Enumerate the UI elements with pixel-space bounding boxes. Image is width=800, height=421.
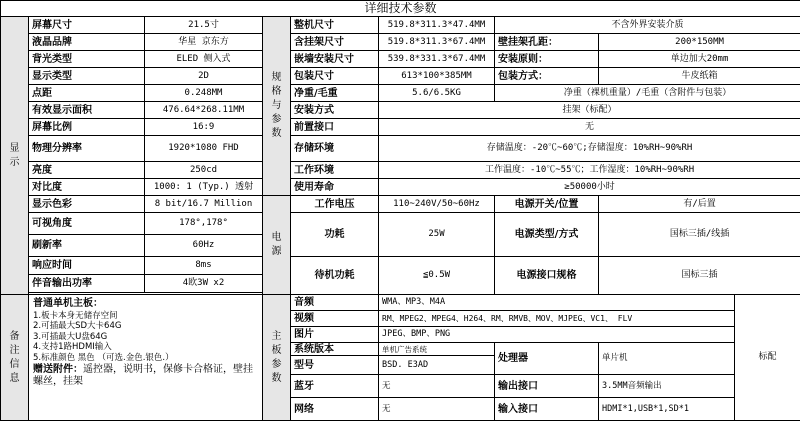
spec-value: 519.8*311.3*47.4MM	[379, 17, 495, 34]
board-in: HDMI*1,USB*1,SD*1	[599, 398, 735, 421]
display-label: 对比度	[29, 179, 145, 196]
spec-label: 净重/毛重	[291, 85, 379, 102]
power-voltage-label: 工作电压	[291, 196, 379, 213]
display-value: 8ms	[145, 257, 263, 275]
spec-value: 5.6/6.5KG	[379, 85, 495, 102]
power-standby: ≦0.5W	[379, 257, 495, 295]
display-value: 476.64*268.11MM	[145, 102, 263, 119]
power-port: 国标三插	[599, 257, 800, 295]
table-title: 详细技术参数	[1, 1, 800, 17]
board-bt-label: 蓝牙	[291, 375, 379, 398]
spec-label: 包装尺寸	[291, 68, 379, 85]
board-audio-label: 音频	[291, 295, 379, 311]
display-label: 显示类型	[29, 68, 145, 85]
section-specs: 规格与参数	[263, 17, 291, 196]
board-video-label: 视频	[291, 311, 379, 327]
board-out: 3.5MM音频输出	[599, 375, 735, 398]
spec-value: 存储温度：-20℃~60℃;存储湿度：10%RH~90%RH	[379, 136, 800, 162]
spec-value: 200*150MM	[599, 34, 800, 51]
section-board: 主板参数	[263, 295, 291, 421]
board-net: 无	[379, 398, 495, 421]
display-value: 21.5寸	[145, 17, 263, 34]
display-value: 1000: 1 (Typ.) 透射	[145, 179, 263, 196]
spec-note: 净重（裸机重量）/毛重（含附件与包装）	[495, 85, 800, 102]
display-label: 亮度	[29, 162, 145, 179]
section-notes: 备注信息	[1, 295, 29, 421]
spec-value: 613*100*385MM	[379, 68, 495, 85]
board-image: JPEG、BMP、PNG	[379, 327, 735, 343]
spec-value: 539.8*331.3*67.4MM	[379, 51, 495, 68]
gift-label: 赠送附件：	[33, 364, 83, 375]
display-value: 1920*1080 FHD	[145, 136, 263, 162]
notes-line: 4.支持1路HDMI输入	[33, 342, 258, 353]
spec-value: 无	[379, 119, 800, 136]
display-value: 8 bit/16.7 Million	[145, 196, 263, 213]
display-label: 可视角度	[29, 213, 145, 235]
power-type: 国标三插/线插	[599, 213, 800, 257]
board-cpu-label: 处理器	[495, 343, 599, 375]
display-label: 有效显示面积	[29, 102, 145, 119]
display-value: 16:9	[145, 119, 263, 136]
spec-label: 壁挂架孔距：	[495, 34, 599, 51]
display-label: 响应时间	[29, 257, 145, 275]
board-system: 单机广告系统	[379, 343, 495, 356]
board-out-label: 输出接口	[495, 375, 599, 398]
notes-heading: 普通单机主板：	[33, 299, 258, 310]
notes-line: 5.标准颜色 黑色 （可选.金色.银色.）	[33, 353, 258, 364]
display-label: 点距	[29, 85, 145, 102]
board-cpu: 单片机	[599, 343, 735, 375]
display-value: 4欧3W x2	[145, 275, 263, 293]
display-label: 刷新率	[29, 235, 145, 257]
power-consumption-label: 功耗	[291, 213, 379, 257]
display-value: ELED 侧入式	[145, 51, 263, 68]
spec-label: 前置接口	[291, 119, 379, 136]
spec-label: 使用寿命	[291, 179, 379, 196]
spec-label: 安装方式	[291, 102, 379, 119]
board-model-label: 型号	[291, 356, 379, 375]
power-standby-label: 待机功耗	[291, 257, 379, 295]
board-video: RM、MPEG2、MPEG4、H264、RM、RMVB、MOV、MJPEG、VC1、 FLV	[379, 311, 735, 327]
power-voltage: 110~240V/50~60Hz	[379, 196, 495, 213]
gift-text: 遥控器，说明书，保修卡合格证，壁挂螺丝，挂架	[33, 364, 253, 387]
display-label: 显示色彩	[29, 196, 145, 213]
board-net-label: 网络	[291, 398, 379, 421]
spec-label: 安装原则：	[495, 51, 599, 68]
board-side-note: 标配	[735, 295, 800, 421]
display-label: 物理分辨率	[29, 136, 145, 162]
notes-line: 3.可插最大U盘64G	[33, 332, 258, 343]
section-power: 电源	[263, 196, 291, 295]
spec-label: 嵌墙安装尺寸	[291, 51, 379, 68]
spec-value: 工作温度：-10℃~55℃；工作湿度：10%RH~90%RH	[379, 162, 800, 179]
spec-value: 单边加大20mm	[599, 51, 800, 68]
board-in-label: 输入接口	[495, 398, 599, 421]
spec-value: 519.8*311.3*67.4MM	[379, 34, 495, 51]
display-value: 178°,178°	[145, 213, 263, 235]
display-label: 屏幕尺寸	[29, 17, 145, 34]
display-value: 250cd	[145, 162, 263, 179]
notes-line: 1.板卡本身无储存空间	[33, 311, 258, 322]
display-label: 伴音输出功率	[29, 275, 145, 293]
board-audio: WMA、MP3、M4A	[379, 295, 735, 311]
spec-value: 挂架（标配）	[379, 102, 800, 119]
notes-line: 2.可插最大SD大卡64G	[33, 321, 258, 332]
spec-value: ≥50000小时	[379, 179, 800, 196]
display-label: 液晶品牌	[29, 34, 145, 51]
spec-note: 不含外界安装介质	[495, 17, 800, 34]
spec-label: 包装方式：	[495, 68, 599, 85]
section-display: 显示	[1, 17, 29, 295]
spec-label: 工作环境	[291, 162, 379, 179]
notes-block	[29, 295, 263, 421]
display-label: 屏幕比例	[29, 119, 145, 136]
spec-label: 整机尺寸	[291, 17, 379, 34]
board-system-label: 系统版本	[291, 343, 379, 356]
display-label: 背光类型	[29, 51, 145, 68]
display-value: 0.248MM	[145, 85, 263, 102]
board-image-label: 图片	[291, 327, 379, 343]
power-switch: 有/后置	[599, 196, 800, 213]
spec-value: 牛皮纸箱	[599, 68, 800, 85]
display-value: 2D	[145, 68, 263, 85]
power-port-label: 电源接口规格	[495, 257, 599, 295]
display-value: 华星 京东方	[145, 34, 263, 51]
board-model: BSD. E3AD	[379, 356, 495, 375]
spec-label: 存储环境	[291, 136, 379, 162]
board-bt: 无	[379, 375, 495, 398]
spec-label: 含挂架尺寸	[291, 34, 379, 51]
power-switch-label: 电源开关/位置	[495, 196, 599, 213]
display-value: 60Hz	[145, 235, 263, 257]
power-consumption: 25W	[379, 213, 495, 257]
power-type-label: 电源类型/方式	[495, 213, 599, 257]
